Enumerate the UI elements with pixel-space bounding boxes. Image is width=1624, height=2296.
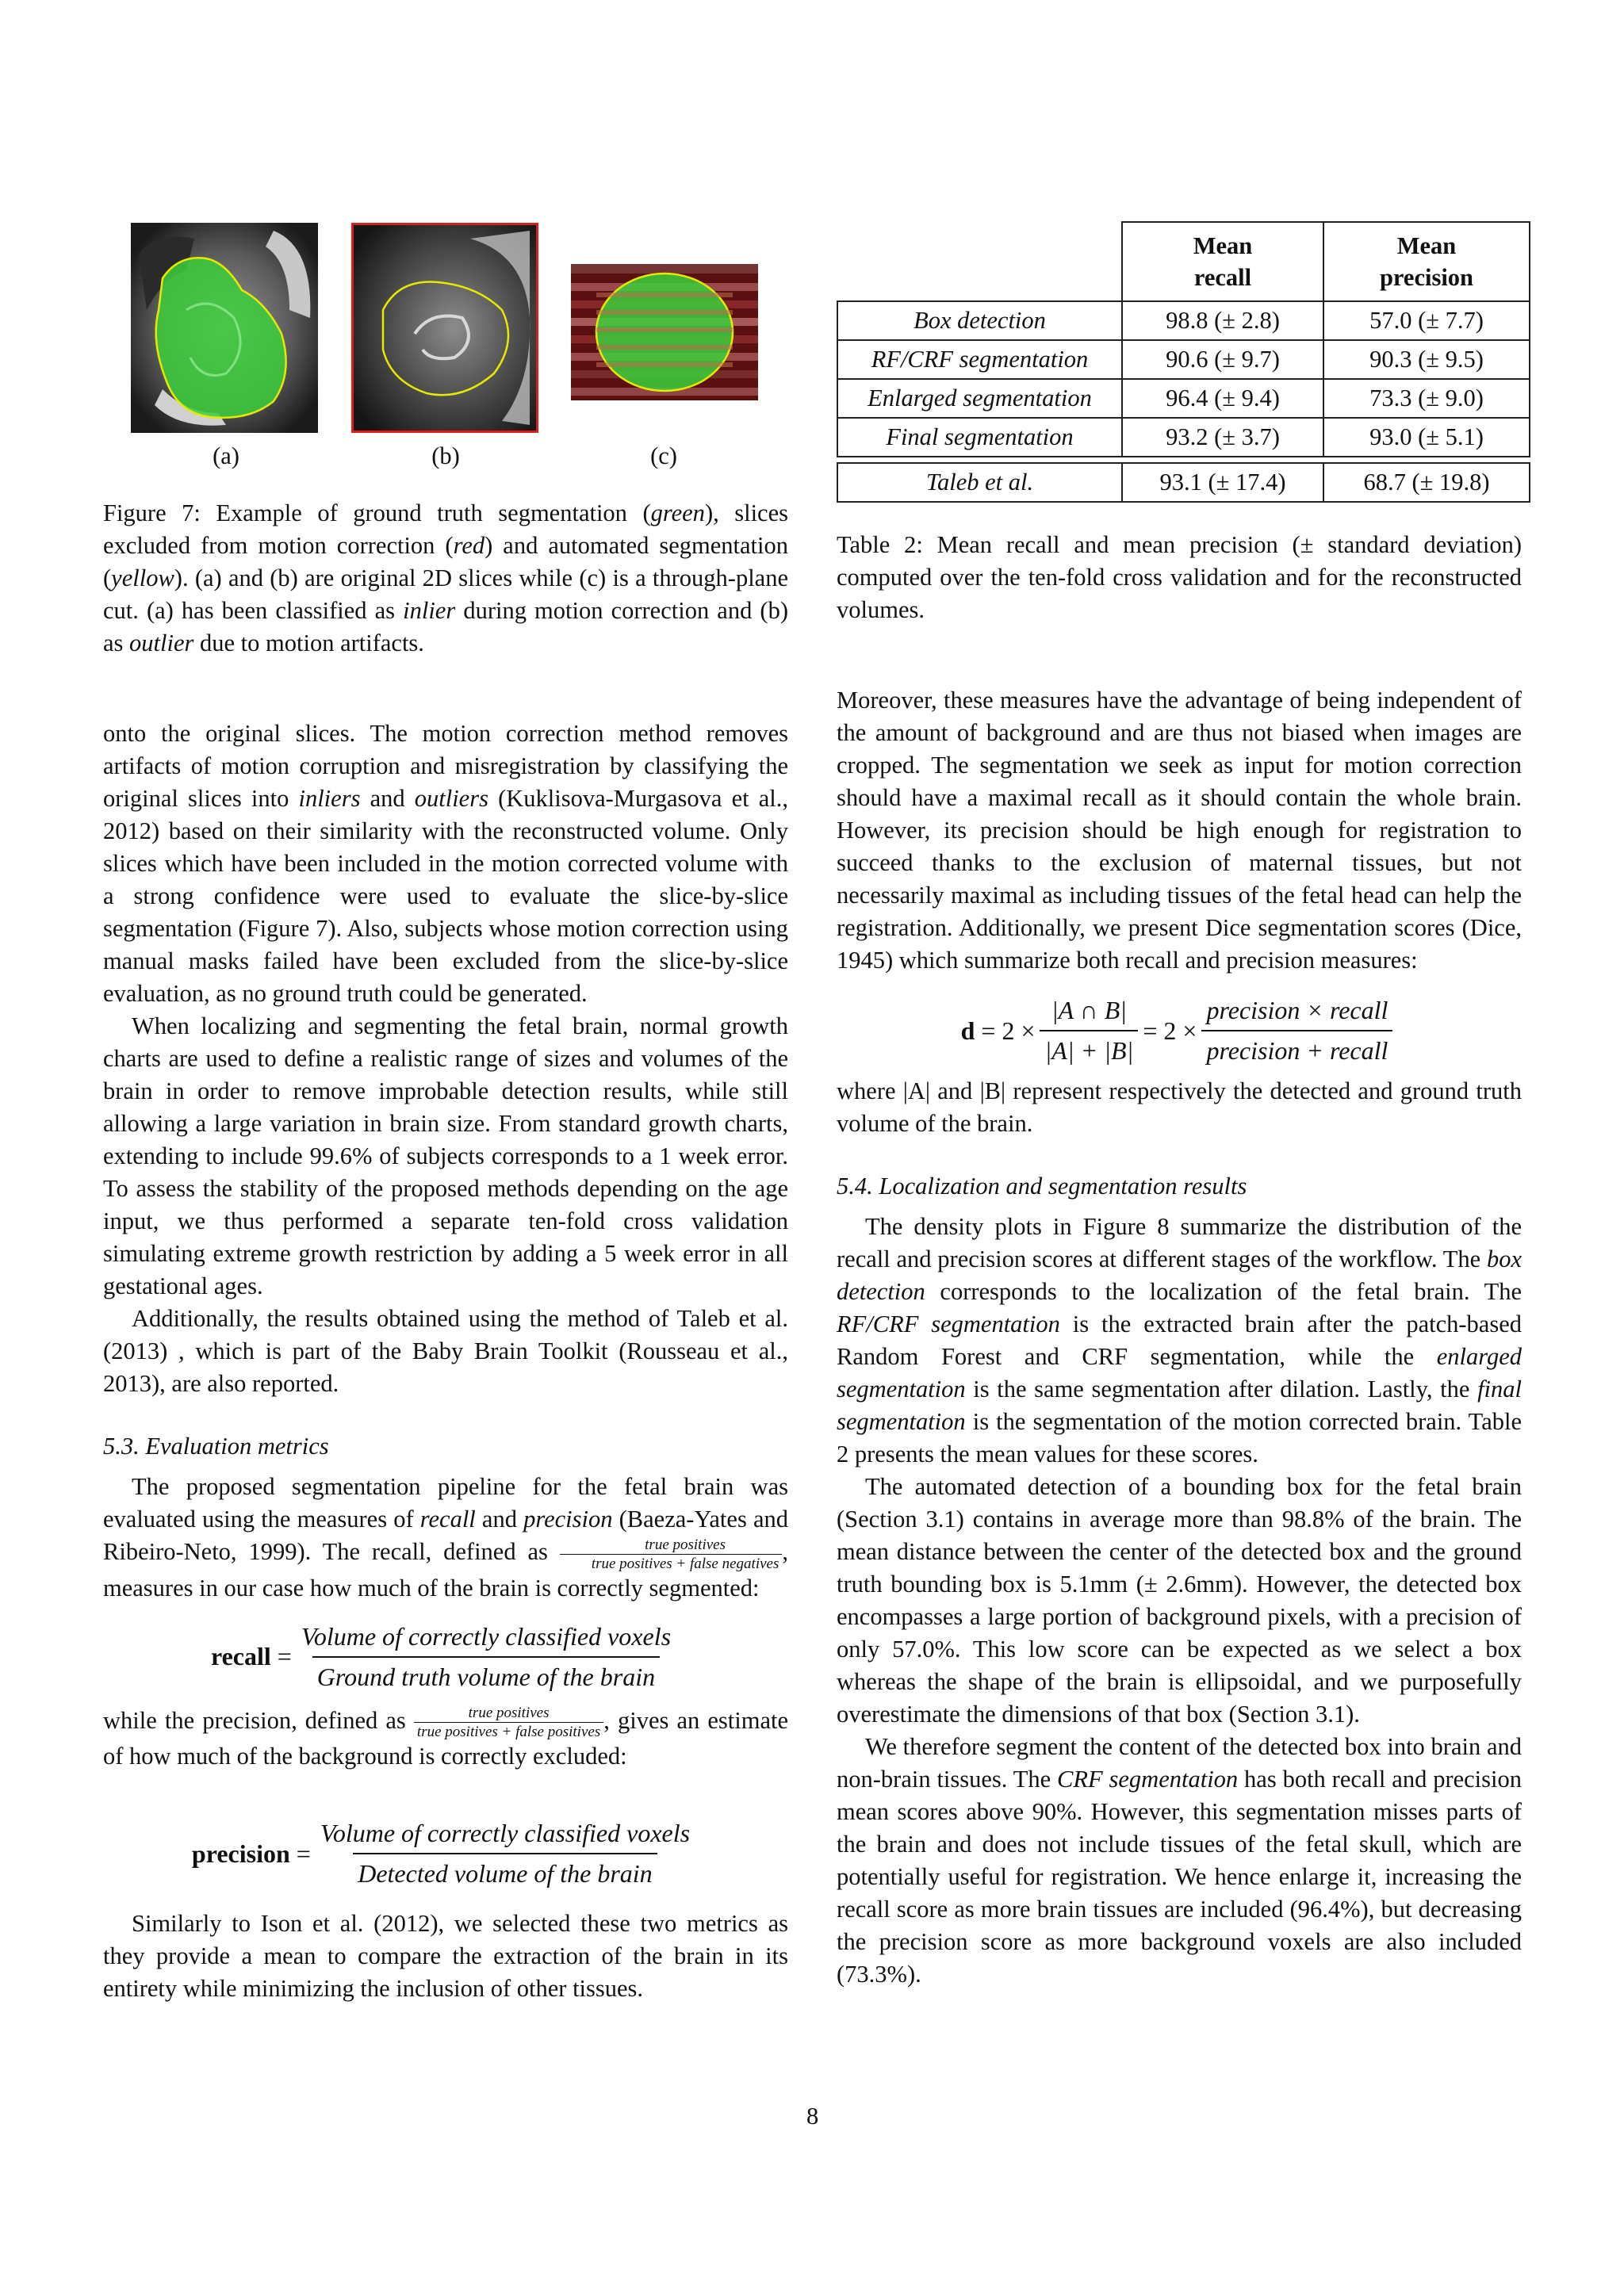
figure-7-panel-b	[351, 223, 538, 433]
subfigure-label-b: (b)	[431, 442, 460, 469]
text: while the precision, defined as	[103, 1706, 414, 1734]
subfigure-label-c: (c)	[650, 442, 677, 469]
cell-recall: 96.4 (± 9.4)	[1122, 379, 1323, 418]
cell-precision: 68.7 (± 19.8)	[1323, 463, 1530, 502]
row-label: Taleb et al.	[837, 463, 1122, 502]
cell-recall: 98.8 (± 2.8)	[1122, 301, 1323, 340]
equation-label: d	[960, 1016, 975, 1045]
header-line: recall	[1193, 264, 1252, 291]
mri-slice-a-image	[131, 223, 318, 433]
fraction-denominator: Detected volume of the brain	[353, 1853, 657, 1890]
paragraph	[103, 1471, 788, 1605]
equation-fraction	[297, 1621, 676, 1693]
text: and	[475, 1506, 524, 1533]
fraction-denominator: true positives + false positives	[414, 1722, 603, 1740]
cell-recall: 93.1 (± 17.4)	[1122, 463, 1323, 502]
caption-yellow: yellow	[111, 564, 174, 591]
equals-sign: = 2 ×	[981, 1016, 1036, 1045]
caption-inlier: inlier	[403, 597, 456, 624]
page-number: 8	[806, 2103, 819, 2130]
fraction-numerator: true positives	[645, 1536, 726, 1553]
header-line: Mean	[1193, 232, 1253, 259]
table-row	[837, 463, 1530, 502]
paragraph: Moreover, these measures have the advantage of being independent of the amount of background and are thus not biased when images are cropped. The segmentation we seek as input for motion correction should have a maximal recall as it should contain the whole brain. However, its precision should be high enough for registration to succeed thanks to the exclusion of maternal tissues, but not necessarily maximal as including tissues of the fetal head can help the registration. Additionally, we present Dice segmentation scores (Dice, 1945) which summarize both recall and precision measures:	[837, 687, 1522, 974]
mri-slice-b-image	[351, 223, 538, 433]
emph: RF/CRF segmentation	[837, 1311, 1060, 1337]
figure-7-panel-a	[131, 223, 318, 433]
text: (Kuklisova-Murgasova et al., 2012) based on their similarity with the reconstructed volume. Only slices which have been included in the motion corrected volume with a strong confidence were used to evaluate the slice-by-slice segmentation (Figure 7). Also, subjects whose motion correction using manual masks failed have been excluded from the slice-by-slice evaluation, as no ground truth could be generated.	[103, 785, 788, 1007]
emph: recall	[419, 1506, 476, 1533]
cell-precision: 57.0 (± 7.7)	[1323, 301, 1530, 340]
text: is the same segmentation after dilation. Lastly, the	[965, 1376, 1478, 1402]
emph: final segmentation	[837, 1376, 1522, 1435]
paragraph: Similarly to Ison et al. (2012), we selected these two metrics as they provide a mean to compare the extraction of the brain in its entirety while minimizing the inclusion of other tissues.	[103, 1910, 788, 2002]
dice-equation	[837, 994, 1522, 1067]
text: , gives an estimate of how much of the background is correctly excluded:	[103, 1706, 789, 1770]
emph: box detection	[837, 1246, 1522, 1305]
table-header-precision	[1323, 222, 1530, 301]
table-row	[837, 418, 1530, 457]
equation-label: recall	[210, 1642, 271, 1670]
table-row	[837, 301, 1530, 340]
fraction-denominator: true positives + false negatives	[560, 1554, 783, 1572]
text: , measures in our case how much of the brain is correctly segmented:	[103, 1538, 788, 1601]
equals-sign: =	[296, 1839, 311, 1868]
fraction-denominator: |A| + |B|	[1040, 1030, 1138, 1067]
paragraph	[837, 1731, 1522, 1991]
cell-precision: 73.3 (± 9.0)	[1323, 379, 1530, 418]
text: (Baeza-Yates and Ribeiro-Neto, 1999). The recall, defined as	[103, 1506, 788, 1565]
equation-fraction	[316, 1817, 695, 1890]
cell-recall: 93.2 (± 3.7)	[1122, 418, 1323, 457]
text: The density plots in Figure 8 summarize the distribution of the recall and precision scores at different stages of the workflow. The	[837, 1213, 1522, 1272]
table-row	[837, 340, 1530, 379]
cell-recall: 90.6 (± 9.7)	[1122, 340, 1323, 379]
text: is the extracted brain after the patch-based Random Forest and CRF segmentation, while the	[837, 1311, 1522, 1370]
precision-equation	[103, 1817, 788, 1890]
fraction-numerator: precision × recall	[1206, 996, 1388, 1024]
fraction-numerator: |A ∩ B|	[1051, 996, 1128, 1024]
row-label: Box detection	[837, 301, 1122, 340]
paragraph: The automated detection of a bounding box for the fetal brain (Section 3.1) contains in average more than 98.8% of the brain. The mean distance between the center of the detected box and the ground truth bounding box is 5.1mm (± 2.6mm). However, the detected box encompasses a large portion of background pixels, with a precision of only 57.0%. This low score can be expected as we select a box whereas the shape of the brain is ellipsoidal, and we purposefully overestimate the dimensions of that box (Section 3.1).	[837, 1473, 1522, 1728]
caption-text: due to motion artifacts.	[193, 629, 424, 656]
table-header-row	[837, 222, 1530, 301]
emph: outliers	[414, 785, 488, 812]
equation-label: precision	[191, 1839, 290, 1868]
fraction-denominator: Ground truth volume of the brain	[312, 1656, 660, 1693]
equation-fraction	[1201, 994, 1392, 1067]
caption-green: green	[650, 499, 705, 526]
caption-text: Figure 7: Example of ground truth segmentation (	[103, 499, 651, 526]
paragraph: When localizing and segmenting the fetal brain, normal growth charts are used to define a realistic range of sizes and volumes of the brain in order to remove improbable detection results, while still allowing a large variation in brain size. From standard growth charts, extending to include 99.6% of subjects corresponds to a 1 week error. To assess the stability of the proposed methods depending on the age input, we thus performed a separate ten-fold cross validation simulating extreme growth restriction by adding a 5 week error in all gestational ages.	[103, 1012, 788, 1299]
section-heading-5-4: 5.4. Localization and segmentation results	[837, 1173, 1247, 1200]
fraction-numerator: true positives	[468, 1705, 550, 1721]
paragraph	[103, 1705, 788, 1774]
caption-text: ) and automated segmentation (	[103, 532, 788, 591]
cell-precision: 90.3 (± 9.5)	[1323, 340, 1530, 379]
paragraph: where |A| and |B| represent respectively the detected and ground truth volume of the brain.	[837, 1077, 1522, 1137]
fraction-denominator: precision + recall	[1201, 1030, 1392, 1067]
recall-inline-fraction	[560, 1536, 783, 1572]
caption-outlier: outlier	[129, 629, 194, 656]
caption-text: ), slices excluded from motion correction (	[103, 499, 789, 559]
section-heading-5-3: 5.3. Evaluation metrics	[103, 1433, 329, 1460]
emph: inliers	[298, 785, 361, 812]
cell-precision: 93.0 (± 5.1)	[1323, 418, 1530, 457]
paragraph	[837, 1211, 1522, 1471]
paragraph: Additionally, the results obtained using the method of Taleb et al. (2013) , which is part of the Baby Brain Toolkit (Rousseau et al., 2013), are also reported.	[103, 1305, 788, 1397]
text: is the segmentation of the motion corrected brain. Table 2 presents the mean values for these scores.	[837, 1408, 1522, 1468]
text: has both recall and precision mean scores above 90%. However, this segmentation misses parts of the brain and does not include tissues of the fetal skull, which are potentially useful for registration. We hence enlarge it, increasing the recall score as more brain tissues are included (96.4%), but decreasing the precision score as more background voxels are also included (73.3%).	[837, 1766, 1522, 1988]
emph: enlarged segmentation	[837, 1343, 1522, 1402]
equals-sign: = 2 ×	[1143, 1016, 1197, 1045]
results-table-comparison	[837, 462, 1530, 503]
figure-7-panel-c	[571, 264, 758, 400]
subfigure-label-a: (a)	[213, 442, 239, 469]
emph: CRF segmentation	[1057, 1766, 1239, 1793]
right-column	[837, 684, 1522, 1991]
row-label: Enlarged segmentation	[837, 379, 1122, 418]
text: onto the original slices. The motion correction method removes artifacts of motion corruption and misregistration by classifying the original slices into	[103, 720, 788, 812]
table-row	[837, 379, 1530, 418]
table-header-empty	[837, 222, 1122, 301]
caption-red: red	[453, 532, 485, 559]
table-header-recall	[1122, 222, 1323, 301]
results-table	[837, 221, 1530, 457]
header-line: Mean	[1396, 232, 1457, 259]
paragraph	[103, 718, 788, 1010]
header-line: precision	[1379, 264, 1474, 291]
caption-text: ). (a) and (b) are original 2D slices while (c) is a through-plane cut. (a) has been classified as	[103, 564, 788, 624]
figure-7-caption	[103, 497, 788, 660]
precision-inline-fraction	[414, 1705, 603, 1740]
fraction-numerator: Volume of correctly classified voxels	[301, 1621, 672, 1651]
equation-fraction	[1040, 994, 1138, 1067]
recall-equation	[103, 1621, 788, 1693]
text: We therefore segment the content of the detected box into brain and non-brain tissues. The	[837, 1733, 1522, 1793]
row-label: Final segmentation	[837, 418, 1122, 457]
caption-text: during motion correction and (b) as	[103, 597, 788, 656]
row-label: RF/CRF segmentation	[837, 340, 1122, 379]
emph: precision	[523, 1506, 613, 1533]
equals-sign: =	[277, 1642, 292, 1670]
table-2-caption: Table 2: Mean recall and mean precision (± standard deviation) computed over the ten-fold cross validation and for the reconstructed volumes.	[837, 531, 1522, 623]
through-plane-cut-image	[571, 264, 758, 400]
text: The proposed segmentation pipeline for the fetal brain was evaluated using the measures of	[103, 1473, 788, 1533]
fraction-numerator: Volume of correctly classified voxels	[320, 1819, 691, 1847]
text: and	[360, 785, 415, 812]
text: corresponds to the localization of the fetal brain. The	[925, 1278, 1522, 1305]
left-column	[103, 718, 788, 2005]
